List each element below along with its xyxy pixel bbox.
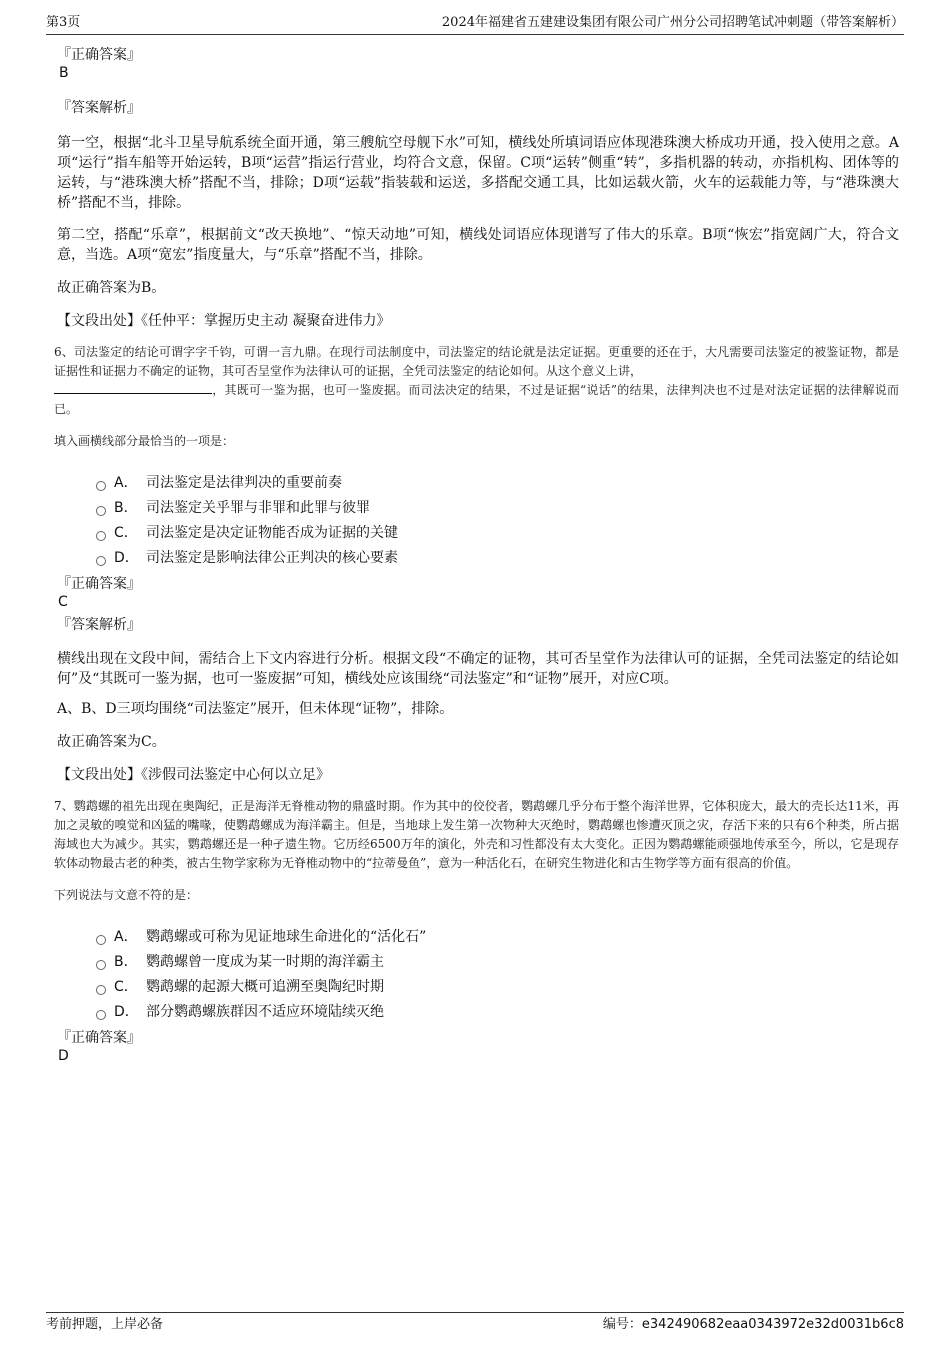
- question-stem-part1: 6、司法鉴定的结论可谓字字千钧，可谓一言九鼎。在现行司法制度中，司法鉴定的结论就是法定证据。更重要的还在于，大凡需要司法鉴定的被鉴证物，都是证据性和证据力不确定的证物，其可否呈堂作为法律认可的证据，全凭司法鉴定的结论如何。从这个意义上讲，: [54, 345, 899, 378]
- option-c[interactable]: C． 司法鉴定是决定证物能否成为证据的关键: [96, 521, 899, 546]
- document-serial: 编号：e342490682eaa0343972e32d0031b6c8: [602, 1317, 904, 1332]
- source-citation: 【文段出处】《涉假司法鉴定中心何以立足》: [57, 767, 330, 783]
- radio-icon[interactable]: [96, 531, 106, 541]
- option-b[interactable]: B． 司法鉴定关乎罪与非罪和此罪与彼罪: [96, 496, 899, 521]
- question-stem: 7、鹦鹉螺的祖先出现在奥陶纪，正是海洋无脊椎动物的鼎盛时期。作为其中的佼佼者，鹦鹉螺几乎分布于整个海洋世界，它体积庞大，最大的壳长达11米，再加之灵敏的嗅觉和凶猛的嘴喙，使鹦鹉螺成为海洋霸主。但是，当地球上发生第一次物种大灭绝时，鹦鹉螺也惨遭灭顶之灾，存活下来的只有6个种类，所占据海域也大为减少。其实，鹦鹉螺还是一种孑遗生物。它历经6500万年的演化，外壳和习性都没有太大变化。正因为鹦鹉螺能顽强地传承至今，所以，它是现存软体动物最古老的种类，被古生物学家称为无脊椎动物中的“拉蒂曼鱼”，意为一种活化石，在研究生物进化和古生物学等方面有很高的价值。: [54, 799, 899, 870]
- option-d[interactable]: D． 部分鹦鹉螺族群因不适应环境陆续灭绝: [96, 1000, 899, 1025]
- radio-icon[interactable]: [96, 481, 106, 491]
- page-footer: [46, 1312, 904, 1337]
- page-header: [46, 14, 904, 35]
- correct-answer: B: [59, 65, 69, 81]
- radio-icon[interactable]: [96, 556, 106, 566]
- question-stem-part2: ，其既可一鉴为据，也可一鉴废据。而司法决定的结果，不过是证据“说话”的结果，法律判决也不过是对法定证据的法律解说而已。: [54, 383, 899, 416]
- analysis-paragraph: 第二空，搭配“乐章”，根据前文“改天换地”、“惊天动地”可知，横线处词语应体现谱写了伟大的乐章。B项“恢宏”指宽阔广大，符合文意，当选。A项“宽宏”指度量大，与“乐章”搭配不当，排除。: [57, 227, 899, 263]
- analysis-paragraph: A、B、D三项均围绕“司法鉴定”展开，但未体现“证物”，排除。: [57, 701, 454, 717]
- answer-label: 『正确答案』: [57, 1030, 141, 1046]
- document-title: 2024年福建省五建建设集团有限公司广州分公司招聘笔试冲刺题（带答案解析）: [441, 15, 904, 30]
- radio-icon[interactable]: [96, 935, 106, 945]
- radio-icon[interactable]: [96, 506, 106, 516]
- question-stem: [54, 343, 899, 419]
- question-prompt: 填入画横线部分最恰当的一项是：: [54, 434, 235, 448]
- answer-label: 『正确答案』: [57, 576, 141, 592]
- option-a[interactable]: A． 鹦鹉螺或可称为见证地球生命进化的“活化石”: [96, 925, 899, 950]
- analysis-conclusion: 故正确答案为B。: [57, 280, 166, 296]
- radio-icon[interactable]: [96, 985, 106, 995]
- analysis-paragraph: 横线出现在文段中间，需结合上下文内容进行分析。根据文段“不确定的证物，其可否呈堂作为法律认可的证据，全凭司法鉴定的结论如何”及“其既可一鉴为据，也可一鉴废据”可知，横线处应该围绕“司法鉴定”和“证物”展开，对应C项。: [57, 651, 899, 687]
- footer-slogan: 考前押题，上岸必备: [46, 1317, 164, 1332]
- question-prompt: 下列说法与文意不符的是：: [54, 888, 199, 902]
- correct-answer: D: [58, 1048, 69, 1064]
- analysis-label: 『答案解析』: [57, 100, 141, 116]
- fill-blank-line: [54, 381, 212, 394]
- analysis-label: 『答案解析』: [57, 617, 141, 633]
- analysis-paragraph: 第一空，根据“北斗卫星导航系统全面开通，第三艘航空母舰下水”可知，横线处所填词语应体现港珠澳大桥成功开通，投入使用之意。A项“运行”指车船等开始运转，B项“运营”指运行营业，均符合文意，保留。C项“运转”侧重“转”，多指机器的转动，亦指机构、团体等的运转，与“港珠澳大桥”搭配不当，排除；D项“运载”指装载和运送，多搭配交通工具，比如运载火箭，火车的运载能力等，与“港珠澳大桥”搭配不当，排除。: [57, 135, 899, 211]
- answer-label: 『正确答案』: [57, 47, 141, 63]
- option-a[interactable]: A． 司法鉴定是法律判决的重要前奏: [96, 471, 899, 496]
- source-citation: 【文段出处】《任仲平：掌握历史主动 凝聚奋进伟力》: [57, 313, 391, 329]
- option-c[interactable]: C． 鹦鹉螺的起源大概可追溯至奥陶纪时期: [96, 975, 899, 1000]
- option-list: [57, 471, 899, 571]
- radio-icon[interactable]: [96, 1010, 106, 1020]
- option-b[interactable]: B． 鹦鹉螺曾一度成为某一时期的海洋霸主: [96, 950, 899, 975]
- option-d[interactable]: D． 司法鉴定是影响法律公正判决的核心要素: [96, 546, 899, 571]
- option-list: [57, 925, 899, 1025]
- radio-icon[interactable]: [96, 960, 106, 970]
- page-content: [54, 46, 899, 1065]
- page-number: 第3页: [46, 15, 81, 30]
- correct-answer: C: [58, 594, 68, 610]
- analysis-conclusion: 故正确答案为C。: [57, 734, 166, 750]
